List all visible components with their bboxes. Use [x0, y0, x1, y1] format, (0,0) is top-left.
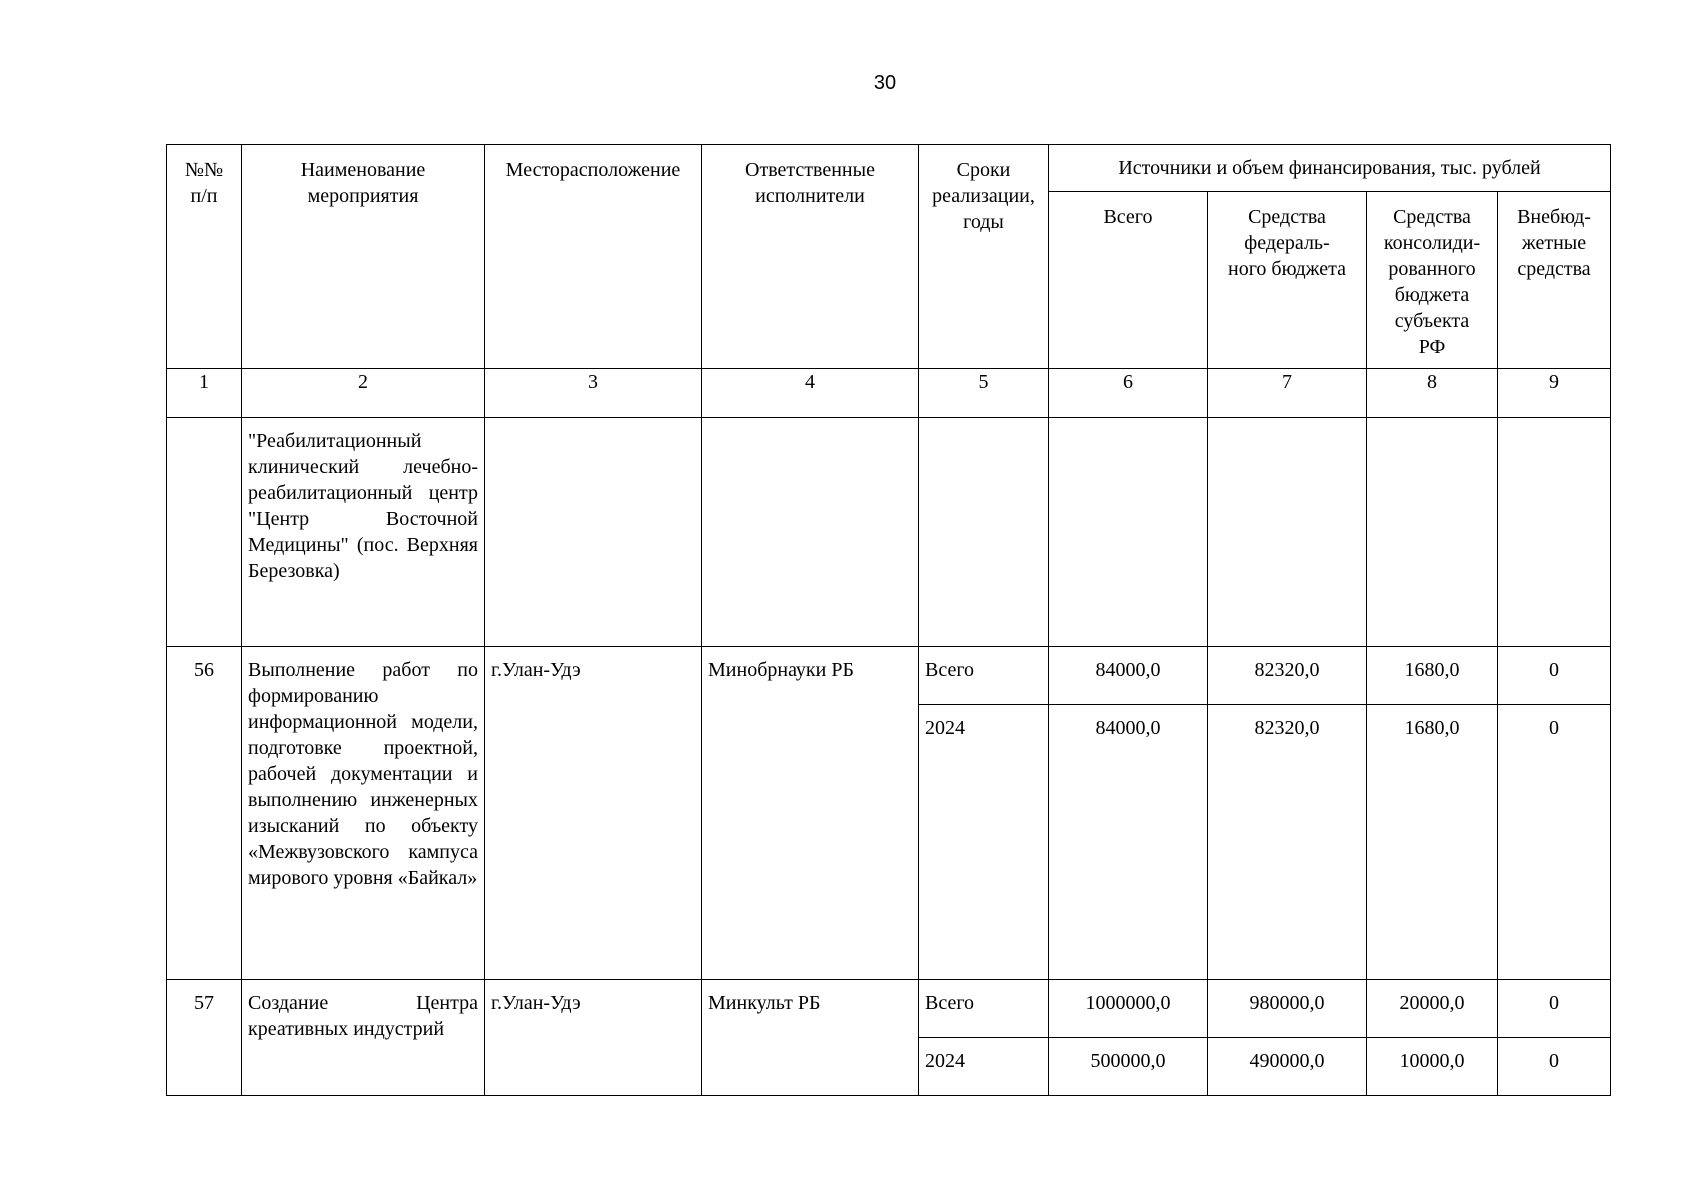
cell-extrabudget: 0	[1498, 647, 1611, 705]
column-number: 6	[1049, 369, 1208, 417]
header-name: Наименование мероприятия	[242, 145, 485, 369]
cell-federal: 980000,0	[1208, 979, 1367, 1037]
table-row	[167, 647, 1611, 705]
cell-period: 2024	[919, 1037, 1049, 1095]
cell-extrabudget: 0	[1498, 705, 1611, 980]
cell-consolidated: 1680,0	[1367, 705, 1498, 980]
cell-name: Создание Центра креативных индустрий	[242, 979, 485, 1095]
column-number: 1	[167, 369, 242, 417]
column-number: 5	[919, 369, 1049, 417]
cell-responsible	[702, 417, 919, 646]
cell-period: 2024	[919, 705, 1049, 980]
cell-total: 1000000,0	[1049, 979, 1208, 1037]
header-financing-group: Источники и объем финансирования, тыс. рублей	[1049, 145, 1611, 192]
cell-name: Выполнение работ по формированию информационной модели, подготовке проектной, рабочей документации и выполнению инженерных изысканий по объекту «Межвузовского кампуса мирового уровня «Байкал»	[242, 647, 485, 980]
cell-total: 84000,0	[1049, 705, 1208, 980]
cell-period: Всего	[919, 647, 1049, 705]
header-location: Месторасположение	[485, 145, 702, 369]
column-number: 8	[1367, 369, 1498, 417]
cell-responsible: Минкульт РБ	[702, 979, 919, 1095]
column-number: 3	[485, 369, 702, 417]
cell-location: г.Улан-Удэ	[485, 979, 702, 1095]
page-number: 30	[873, 72, 897, 94]
column-number-row	[167, 369, 1611, 417]
header-federal: Средства федераль- ного бюджета	[1208, 192, 1367, 369]
header-responsible: Ответственные исполнители	[702, 145, 919, 369]
cell-total: 84000,0	[1049, 647, 1208, 705]
cell-number: 56	[167, 647, 242, 980]
cell-federal: 490000,0	[1208, 1037, 1367, 1095]
financing-table	[166, 144, 1611, 1096]
cell-number	[167, 417, 242, 646]
cell-consolidated: 10000,0	[1367, 1037, 1498, 1095]
header-period: Сроки реализации, годы	[919, 145, 1049, 369]
cell-total	[1049, 417, 1208, 646]
header-extrabudget: Внебюд- жетные средства	[1498, 192, 1611, 369]
cell-extrabudget: 0	[1498, 979, 1611, 1037]
cell-consolidated: 20000,0	[1367, 979, 1498, 1037]
cell-federal: 82320,0	[1208, 705, 1367, 980]
cell-consolidated: 1680,0	[1367, 647, 1498, 705]
cell-federal	[1208, 417, 1367, 646]
table-row-continued	[167, 417, 1611, 646]
cell-name: "Реабилитационный клинический лечебно-реабилитационный центр "Центр Восточной Медицины" (пос. Верхняя Березовка)	[242, 417, 485, 646]
column-number: 4	[702, 369, 919, 417]
cell-location: г.Улан-Удэ	[485, 647, 702, 980]
column-number: 2	[242, 369, 485, 417]
cell-location	[485, 417, 702, 646]
table-row	[167, 979, 1611, 1037]
cell-extrabudget: 0	[1498, 1037, 1611, 1095]
cell-total: 500000,0	[1049, 1037, 1208, 1095]
cell-period: Всего	[919, 979, 1049, 1037]
header-consolidated: Средства консолиди- рованного бюджета субъекта РФ	[1367, 192, 1498, 369]
table-header-row	[167, 145, 1611, 192]
header-total: Всего	[1049, 192, 1208, 369]
column-number: 7	[1208, 369, 1367, 417]
cell-consolidated	[1367, 417, 1498, 646]
cell-number: 57	[167, 979, 242, 1095]
header-number: №№ п/п	[167, 145, 242, 369]
cell-federal: 82320,0	[1208, 647, 1367, 705]
cell-responsible: Минобрнауки РБ	[702, 647, 919, 980]
column-number: 9	[1498, 369, 1611, 417]
cell-extrabudget	[1498, 417, 1611, 646]
cell-period	[919, 417, 1049, 646]
